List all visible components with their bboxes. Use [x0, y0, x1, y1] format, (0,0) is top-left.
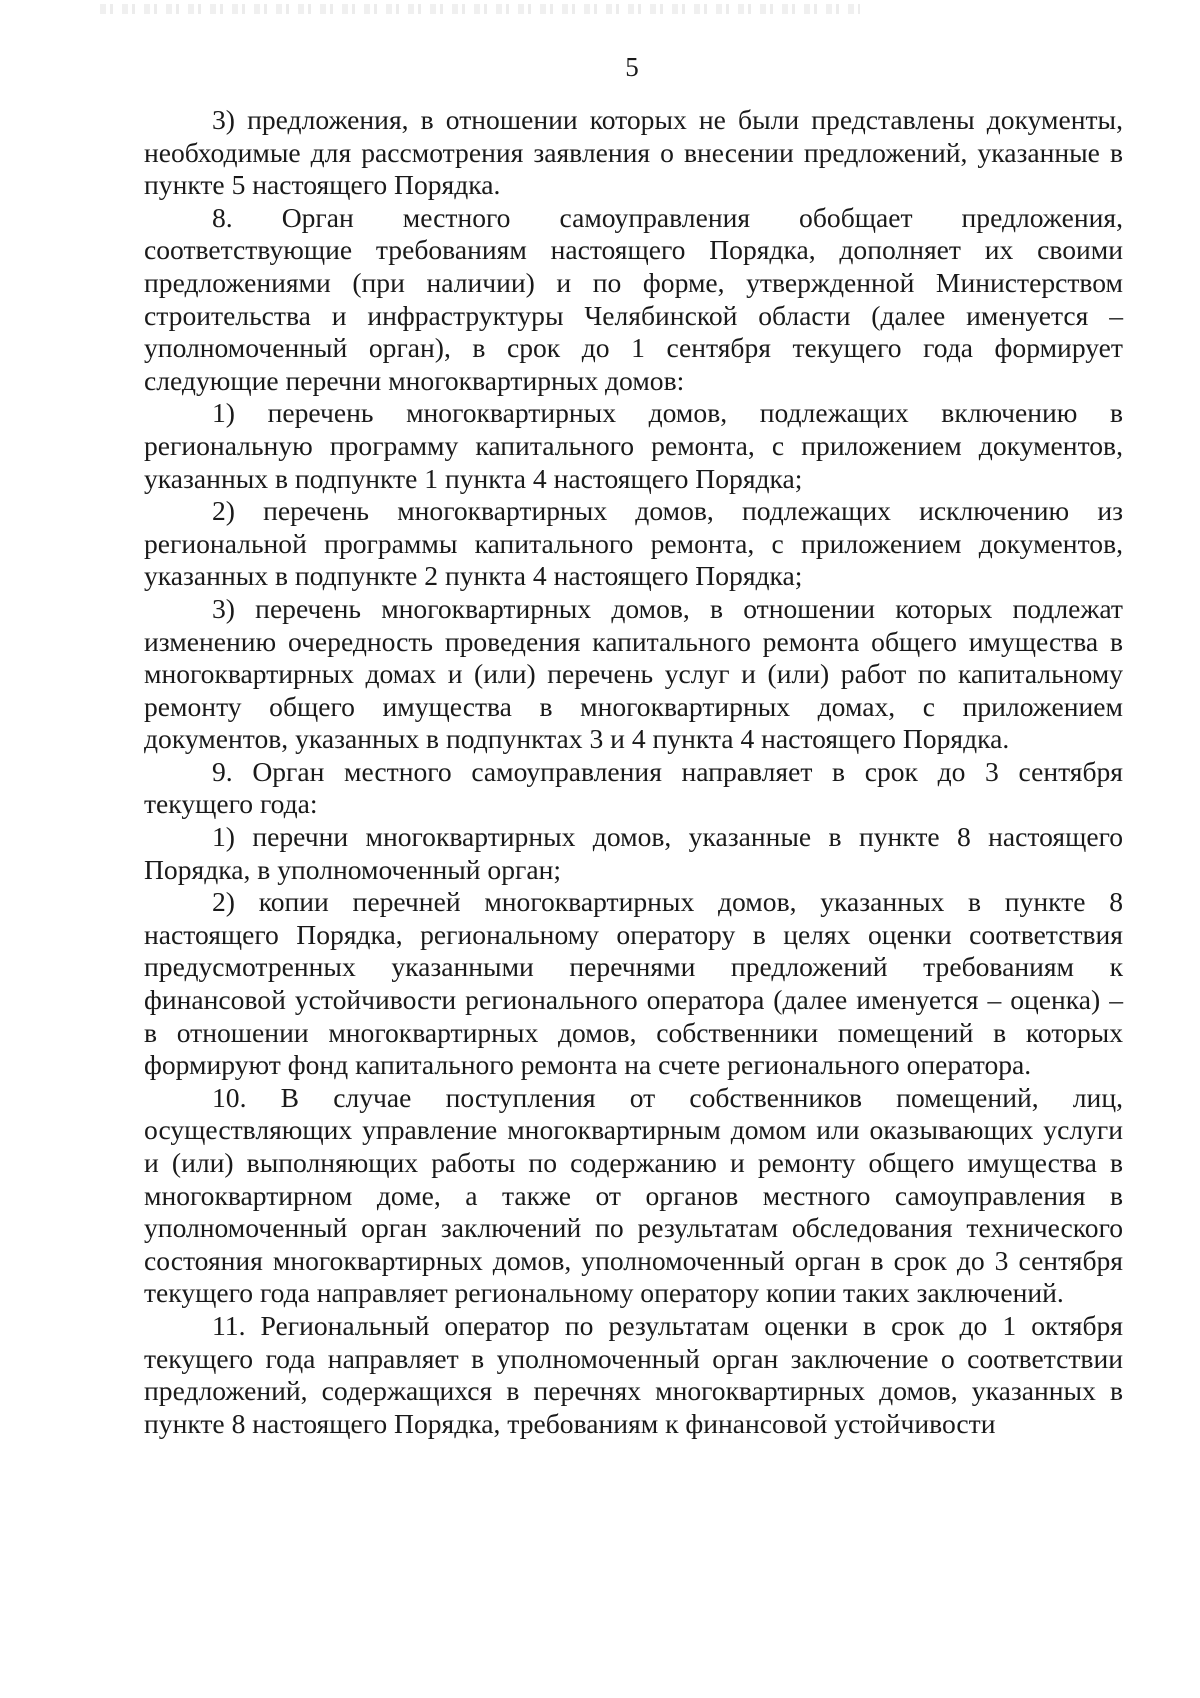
paragraph-9: 9. Орган местного самоуправления направляет в срок до 3 сентября текущего года: — [144, 755, 1123, 820]
paragraph-10: 10. В случае поступления от собственников помещений, лиц, осуществляющих управление многоквартирным домом или оказывающих услуги и (или) выполняющих работы по содержанию и ремонту общего имущества в многоквартирном доме, а также от органов местного самоуправления в уполномоченный орган заключений по результатам обследования технического состояния многоквартирных домов, уполномоченный орган в срок до 3 сентября текущего года направляет региональному оператору копии таких заключений. — [144, 1081, 1123, 1309]
page-number: 5 — [625, 52, 639, 82]
paragraph-8-item-3: 3) перечень многоквартирных домов, в отношении которых подлежат изменению очередность проведения капитального ремонта общего имущества в многоквартирных домах и (или) перечень услуг и (или) работ по капитальному ремонту общего имущества в многоквартирных домах, с приложением документов, указанных в подпунктах 3 и 4 пункта 4 настоящего Порядка. — [144, 592, 1123, 755]
paragraph-8-item-2: 2) перечень многоквартирных домов, подлежащих исключению из региональной программы капитального ремонта, с приложением документов, указанных в подпункте 2 пункта 4 настоящего Порядка; — [144, 495, 1123, 592]
paragraph-8: 8. Орган местного самоуправления обобщает предложения, соответствующие требованиям настоящего Порядка, дополняет их своими предложениями (при наличии) и по форме, утвержденной Министерством строительства и инфраструктуры Челябинской области (далее именуется – уполномоченный орган), в срок до 1 сентября текущего года формирует следующие перечни многоквартирных домов: — [144, 201, 1123, 396]
paragraph-3-item: 3) предложения, в отношении которых не были представлены документы, необходимые для рассмотрения заявления о внесении предложений, указанные в пункте 5 настоящего Порядка. — [144, 104, 1123, 201]
paragraph-9-item-2: 2) копии перечней многоквартирных домов, указанных в пункте 8 настоящего Порядка, региональному оператору в целях оценки соответствия предусмотренных указанными перечнями предложений требованиям к финансовой устойчивости регионального оператора (далее именуется – оценка) – в отношении многоквартирных домов, собственники помещений в которых формируют фонд капитального ремонта на счете регионального оператора. — [144, 886, 1123, 1081]
document-body — [144, 104, 1123, 1440]
paragraph-11: 11. Региональный оператор по результатам оценки в срок до 1 октября текущего года направляет в уполномоченный орган заключение о соответствии предложений, содержащихся в перечнях многоквартирных домов, указанных в пункте 8 настоящего Порядка, требованиям к финансовой устойчивости — [144, 1309, 1123, 1439]
scan-artifact-strip — [100, 4, 860, 14]
paragraph-8-item-1: 1) перечень многоквартирных домов, подлежащих включению в региональную программу капитального ремонта, с приложением документов, указанных в подпункте 1 пункта 4 настоящего Порядка; — [144, 397, 1123, 494]
paragraph-9-item-1: 1) перечни многоквартирных домов, указанные в пункте 8 настоящего Порядка, в уполномоченный орган; — [144, 821, 1123, 885]
